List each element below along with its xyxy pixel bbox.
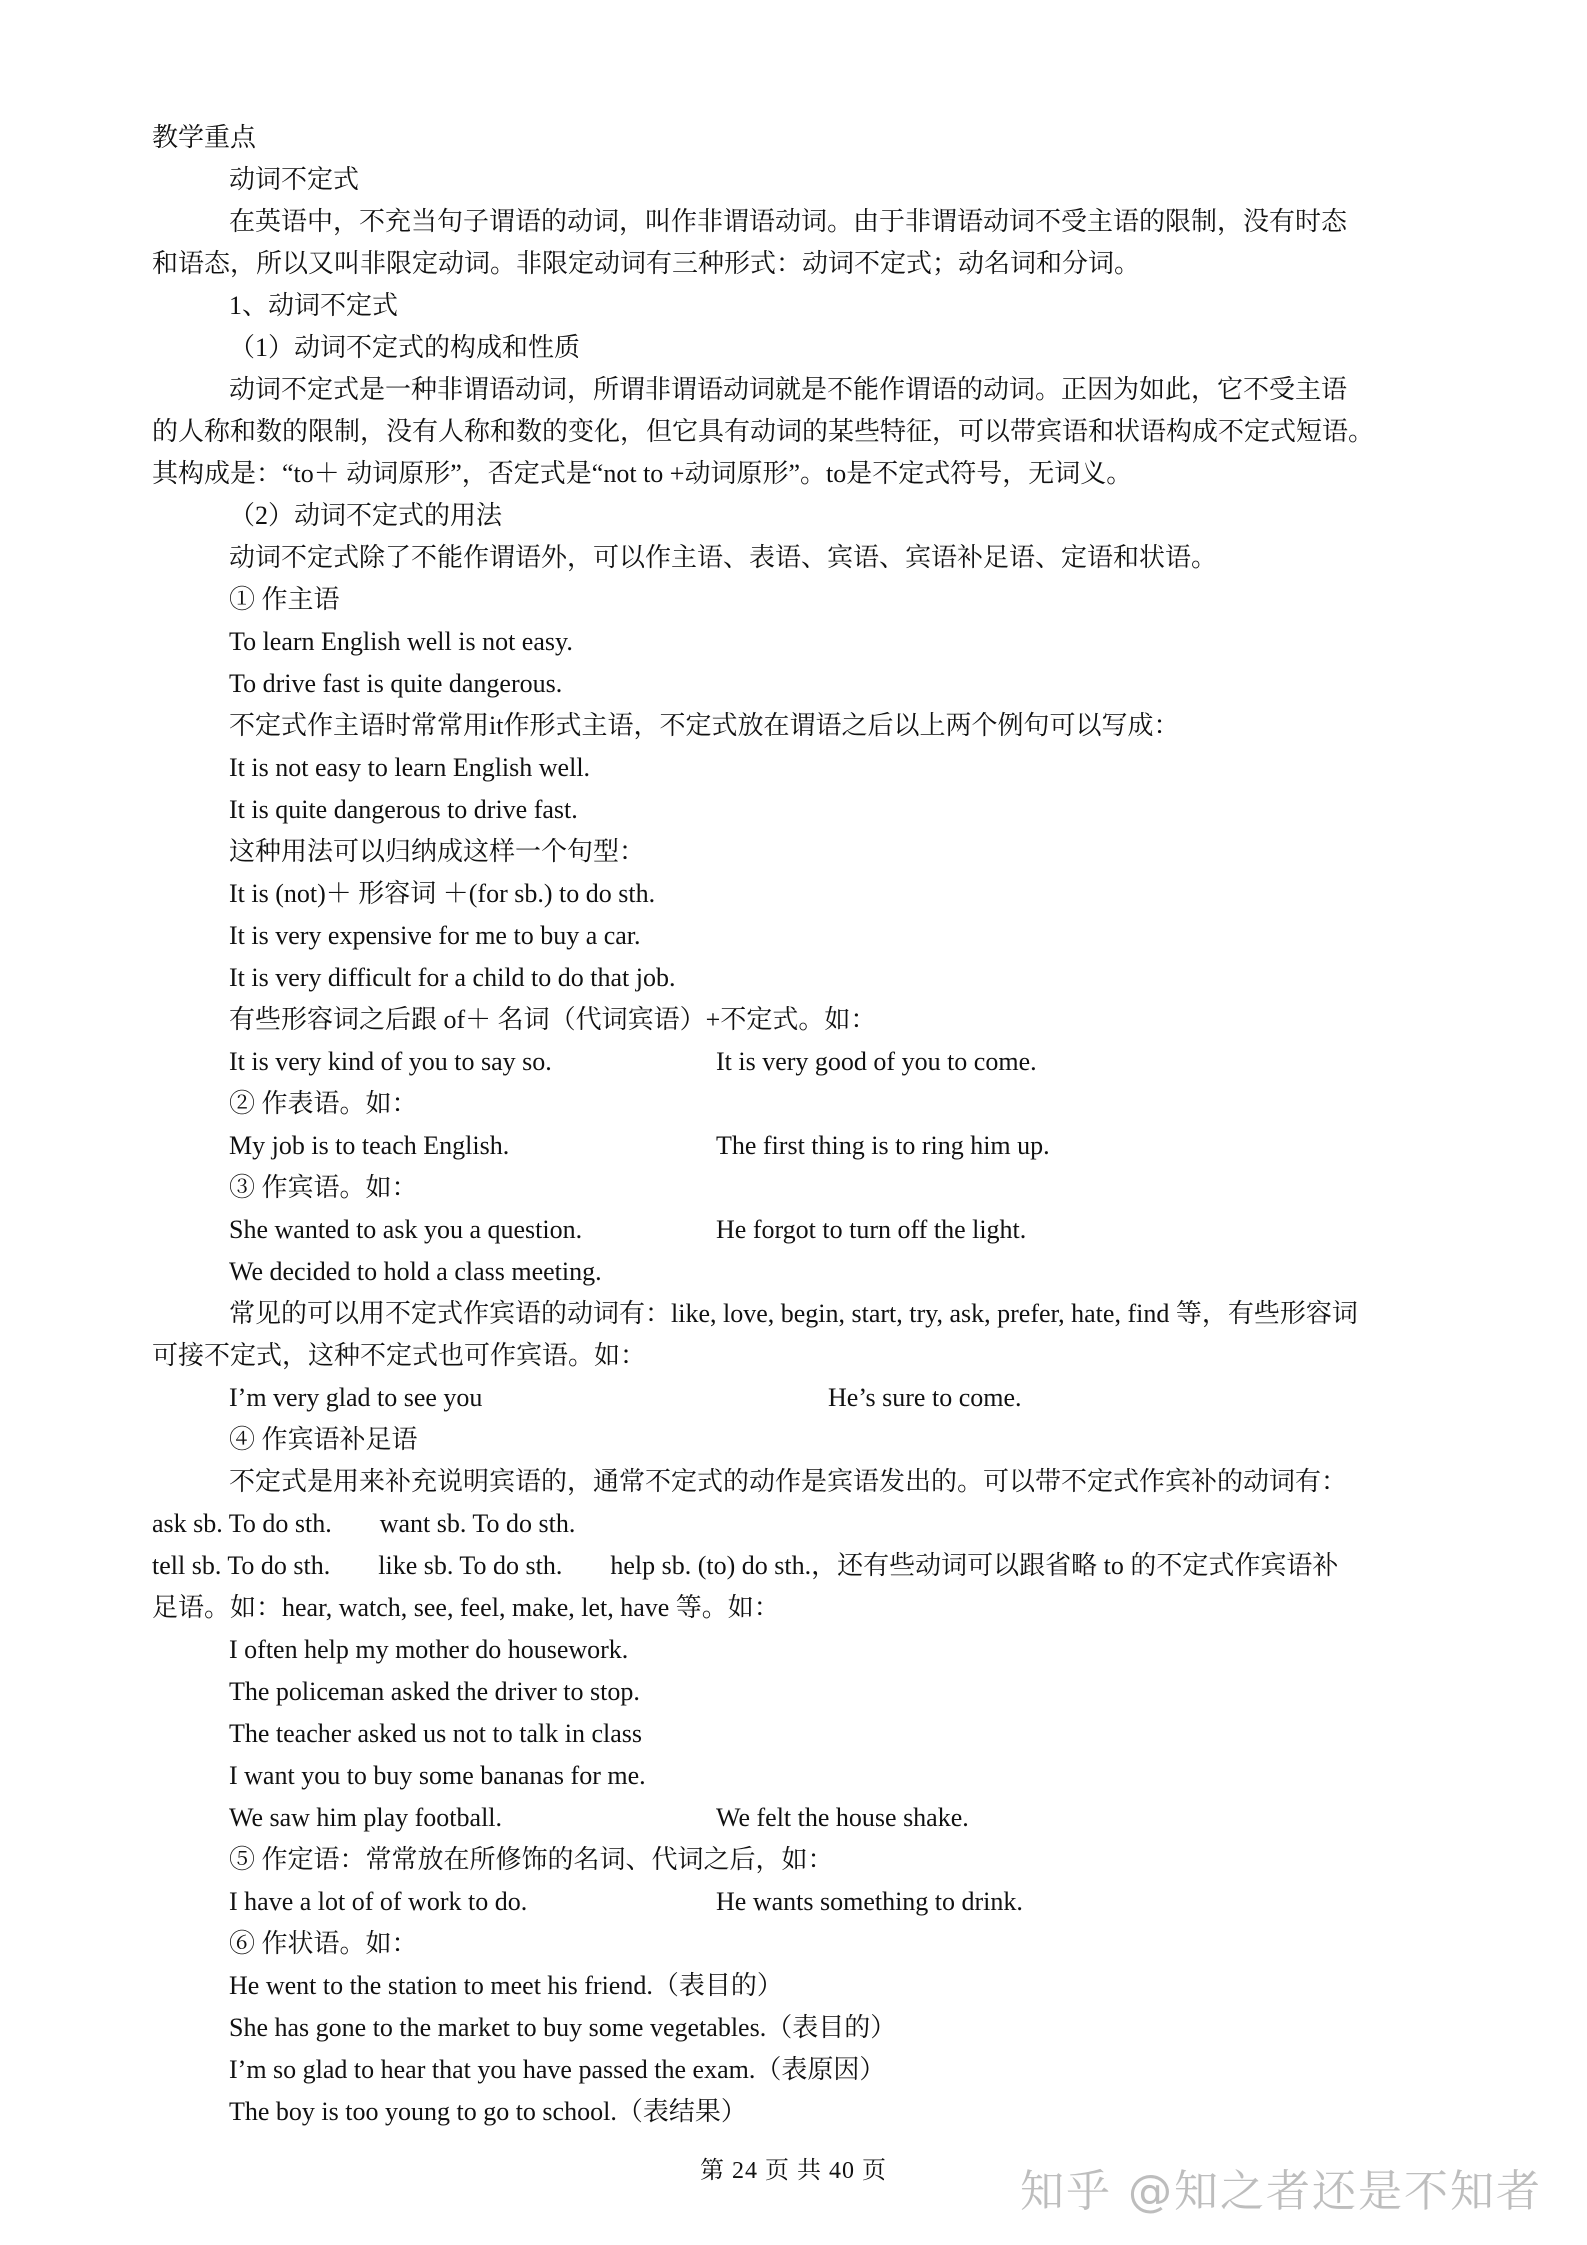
paragraph-line: 有些形容词之后跟 of＋ 名词（代词宾语）+不定式。如：: [229, 1005, 877, 1034]
paragraph-line: 不定式作主语时常常用it作形式主语，不定式放在谓语之后以上两个例句可以写成：: [229, 711, 1180, 740]
example-row: [229, 1043, 1329, 1081]
example-sentence: To drive fast is quite dangerous.: [229, 669, 563, 698]
example-sentence: We saw him play football.: [229, 1803, 503, 1832]
topic-title: 动词不定式: [229, 165, 360, 194]
example-sentence: He’s sure to come.: [828, 1383, 1022, 1412]
paragraph-line: 动词不定式除了不能作谓语外，可以作主语、表语、宾语、宾语补足语、定语和状语。: [229, 543, 1218, 572]
paragraph-line: 常见的可以用不定式作宾语的动词有：like, love, begin, start, try, ask, prefer, hate, find 等，有些形容词: [229, 1299, 1358, 1328]
sentence-pattern: It is (not)＋ 形容词 ＋(for sb.) to do sth.: [229, 879, 656, 908]
example-sentence: It is quite dangerous to drive fast.: [229, 795, 578, 824]
paragraph-line: 足语。如：hear, watch, see, feel, make, let, have 等。如：: [152, 1593, 780, 1622]
example-row: [229, 1379, 1329, 1417]
example-sentence: It is very kind of you to say so.: [229, 1047, 552, 1076]
example-row: [229, 1883, 1329, 1921]
example-sentence: He forgot to turn off the light.: [716, 1215, 1027, 1244]
paragraph-line: 的人称和数的限制，没有人称和数的变化，但它具有动词的某些特征，可以带宾语和状语构成不定式短语。: [152, 417, 1375, 446]
example-sentence: We decided to hold a class meeting.: [229, 1257, 602, 1286]
usage-heading: ⑥ 作状语。如：: [229, 1929, 418, 1958]
usage-heading: ④ 作宾语补足语: [229, 1425, 418, 1454]
subheading: （2）动词不定式的用法: [229, 501, 503, 530]
page-number-footer: 第 24 页 共 40 页: [700, 2158, 887, 2184]
example-sentence: He wants something to drink.: [716, 1887, 1023, 1916]
example-sentence: He went to the station to meet his friend.（表目的）: [229, 1971, 783, 2000]
verb-pattern: ask sb. To do sth.: [152, 1509, 332, 1538]
verb-pattern: want sb. To do sth.: [379, 1509, 576, 1538]
example-sentence: The teacher asked us not to talk in class: [229, 1719, 642, 1748]
zhihu-watermark: 知乎 @知之者还是不知者: [1020, 2166, 1542, 2217]
example-sentence: It is not easy to learn English well.: [229, 753, 591, 782]
paragraph-line: 可接不定式，这种不定式也可作宾语。如：: [152, 1341, 647, 1370]
example-sentence: She has gone to the market to buy some vegetables.（表目的）: [229, 2013, 897, 2042]
usage-heading: ① 作主语: [229, 585, 340, 614]
subheading: 1、动词不定式: [229, 291, 399, 320]
paragraph-line: 在英语中，不充当句子谓语的动词，叫作非谓语动词。由于非谓语动词不受主语的限制，没有时态: [229, 207, 1348, 236]
paragraph-line: help sb. (to) do sth.，还有些动词可以跟省略 to 的不定式作宾语补: [610, 1551, 1339, 1580]
example-sentence: My job is to teach English.: [229, 1131, 510, 1160]
paragraph-line: 动词不定式是一种非谓语动词，所谓非谓语动词就是不能作谓语的动词。正因为如此，它不受主语: [229, 375, 1348, 404]
example-sentence: The boy is too young to go to school.（表结果）: [229, 2097, 747, 2126]
example-row: [229, 1799, 1329, 1837]
example-sentence: I’m very glad to see you: [229, 1383, 483, 1412]
paragraph-line: 不定式是用来补充说明宾语的，通常不定式的动作是宾语发出的。可以带不定式作宾补的动词有：: [229, 1467, 1348, 1496]
usage-heading: ⑤ 作定语：常常放在所修饰的名词、代词之后，如：: [229, 1845, 834, 1874]
example-sentence: It is very good of you to come.: [716, 1047, 1037, 1076]
verb-pattern-row: [152, 1505, 575, 1543]
example-sentence: It is very difficult for a child to do that job.: [229, 963, 676, 992]
example-row: [229, 1127, 1329, 1165]
section-heading: 教学重点: [152, 123, 257, 152]
subheading: （1）动词不定式的构成和性质: [229, 333, 581, 362]
usage-heading: ② 作表语。如：: [229, 1089, 418, 1118]
example-sentence: The first thing is to ring him up.: [716, 1131, 1050, 1160]
verb-pattern: like sb. To do sth.: [378, 1551, 563, 1580]
example-row: [229, 1211, 1329, 1249]
verb-pattern-row: [152, 1547, 1338, 1585]
example-sentence: I’m so glad to hear that you have passed the exam.（表原因）: [229, 2055, 886, 2084]
verb-pattern: tell sb. To do sth.: [152, 1551, 331, 1580]
example-sentence: The policeman asked the driver to stop.: [229, 1677, 640, 1706]
example-sentence: I want you to buy some bananas for me.: [229, 1761, 646, 1790]
usage-heading: ③ 作宾语。如：: [229, 1173, 418, 1202]
example-sentence: She wanted to ask you a question.: [229, 1215, 583, 1244]
example-sentence: To learn English well is not easy.: [229, 627, 573, 656]
paragraph-line: 这种用法可以归纳成这样一个句型：: [229, 837, 646, 866]
paragraph-line: 其构成是：“to＋ 动词原形”，否定式是“not to +动词原形”。to是不定式符号，无词义。: [152, 459, 1133, 488]
example-sentence: We felt the house shake.: [716, 1803, 969, 1832]
example-sentence: It is very expensive for me to buy a car.: [229, 921, 641, 950]
example-sentence: I have a lot of of work to do.: [229, 1887, 528, 1916]
example-sentence: I often help my mother do housework.: [229, 1635, 629, 1664]
paragraph-line: 和语态，所以又叫非限定动词。非限定动词有三种形式：动词不定式；动名词和分词。: [152, 249, 1141, 278]
